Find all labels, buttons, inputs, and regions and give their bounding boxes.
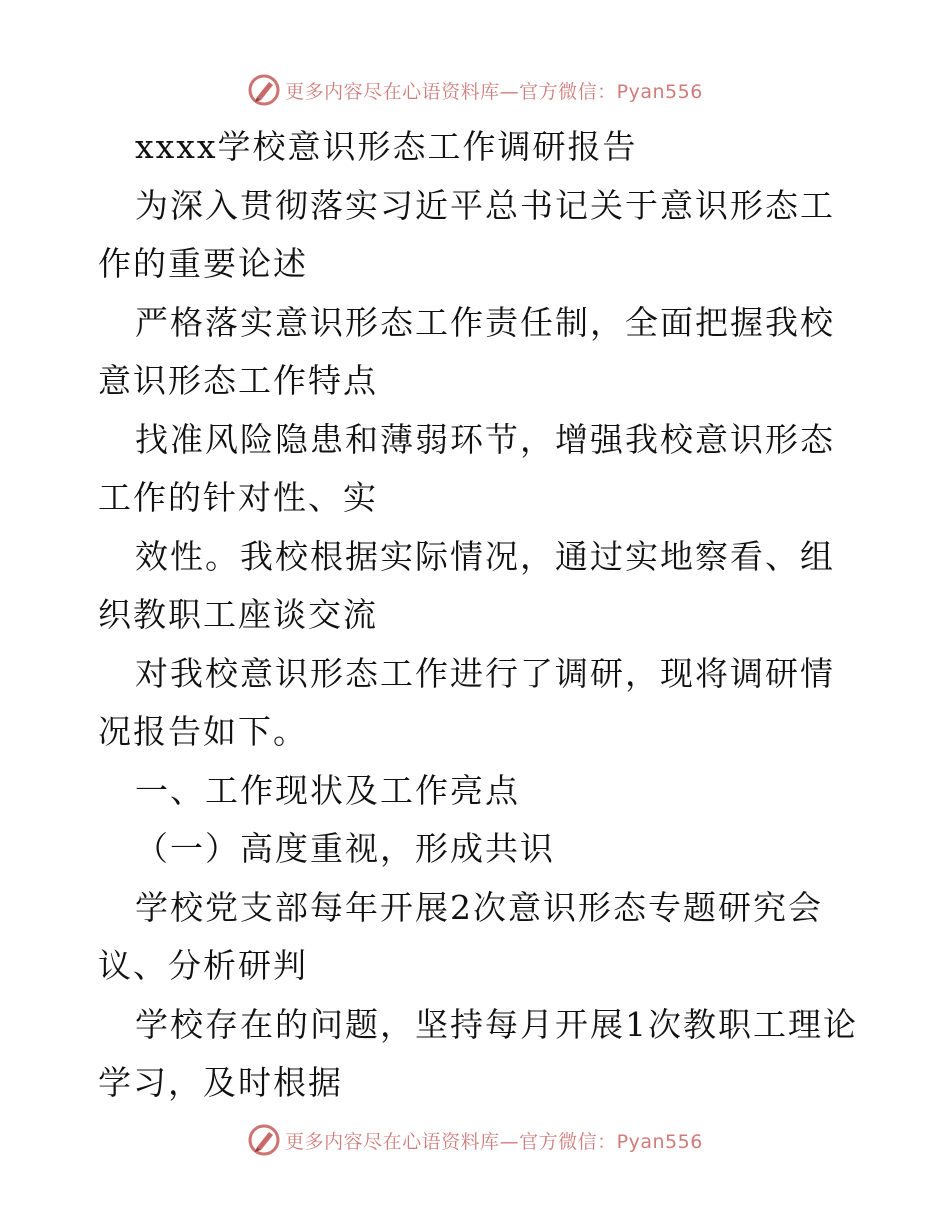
paragraph: 找准风险隐患和薄弱环节，增强我校意识形态工作的针对性、实	[98, 419, 835, 517]
watermark-text: 更多内容尽在心语资料库—官方微信：Pyan556	[285, 80, 703, 103]
subsection-heading: （一）高度重视，形成共识	[135, 829, 555, 868]
watermark-text: 更多内容尽在心语资料库—官方微信：Pyan556	[285, 1130, 703, 1153]
paragraph: 效性。我校根据实际情况，通过实地察看、组织教职工座谈交流	[98, 536, 835, 634]
report-title: xxxx学校意识形态工作调研报告	[135, 127, 638, 166]
header-watermark	[0, 70, 950, 110]
section-heading: 一、工作现状及工作亮点	[135, 770, 520, 810]
pen-logo-icon	[247, 1123, 281, 1157]
paragraph: 学校党支部每年开展2次意识形态专题研究会议、分析研判	[98, 887, 823, 985]
paragraph: 为深入贯彻落实习近平总书记关于意识形态工作的重要论述	[98, 185, 835, 283]
pen-logo-icon	[247, 73, 281, 107]
paragraph: 严格落实意识形态工作责任制，全面把握我校意识形态工作特点	[98, 302, 835, 400]
paragraph: 对我校意识形态工作进行了调研，现将调研情况报告如下。	[98, 653, 835, 751]
paragraph: 学校存在的问题，坚持每月开展1次教职工理论学习，及时根据	[98, 1004, 858, 1102]
document-body	[98, 118, 858, 1113]
footer-watermark	[0, 1120, 950, 1160]
